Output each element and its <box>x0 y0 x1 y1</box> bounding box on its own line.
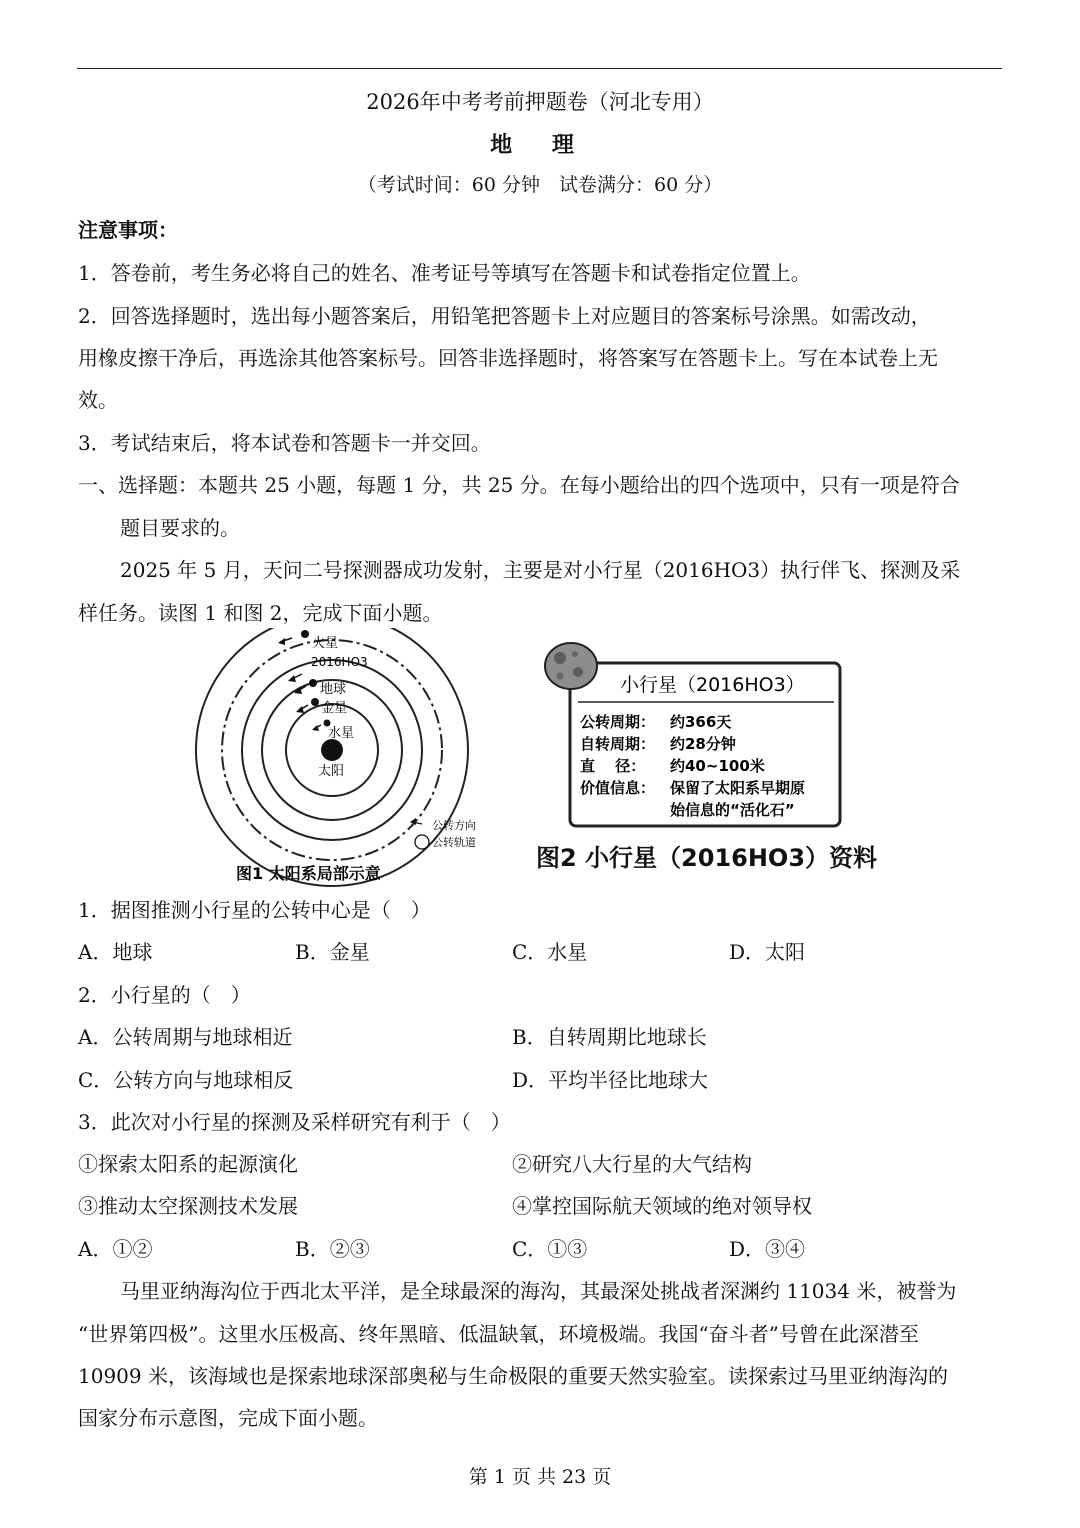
legend-orbit-icon <box>415 835 429 849</box>
exam-timing: （考试时间：60 分钟 试卷满分：60 分） <box>357 174 723 196</box>
figure1-caption: 图1 太阳系局部示意 <box>236 864 381 883</box>
q2-option-b: B．自转周期比地球长 <box>512 1025 707 1049</box>
q2-option-c: C．公转方向与地球相反 <box>78 1068 294 1092</box>
label-sun: 太阳 <box>318 764 345 779</box>
note-item: 效。 <box>78 388 118 412</box>
venus-dot <box>311 698 319 706</box>
info-key: 价值信息： <box>580 779 656 797</box>
question-2-stem: 2．小行星的（ ） <box>78 983 251 1007</box>
figure1-solar-system-diagram <box>190 628 510 890</box>
legend-direction: 公转方向 <box>432 819 476 832</box>
info-value: 约366天 <box>670 713 732 731</box>
q1-option-b: B．金星 <box>295 940 370 964</box>
question-1-stem: 1．据图推测小行星的公转中心是（ ） <box>78 898 431 922</box>
q3-option-c: C．①③ <box>512 1237 588 1261</box>
q3-statement-1: ①探索太阳系的起源演化 <box>78 1152 298 1176</box>
info-value: 约28分钟 <box>670 735 736 753</box>
exam-title: 2026年中考考前押题卷（河北专用） <box>366 90 714 114</box>
info-key: 直 径： <box>580 757 646 775</box>
passage-line: 样任务。读图 1 和图 2，完成下面小题。 <box>78 601 443 625</box>
info-key: 自转周期： <box>580 735 656 753</box>
info-value: 始信息的“活化石” <box>670 801 795 819</box>
earth-dot <box>309 679 317 687</box>
question-3-stem: 3．此次对小行星的探测及采样研究有利于（ ） <box>78 1110 511 1134</box>
label-asteroid: 2016HO3 <box>311 655 368 669</box>
q3-option-b: B．②③ <box>295 1237 370 1261</box>
header-rule <box>77 68 1002 69</box>
info-key: 公转周期： <box>580 713 656 731</box>
q1-option-c: C．水星 <box>512 940 588 964</box>
passage-line: 马里亚纳海沟位于西北太平洋，是全球最深的海沟，其最深处挑战者深渊约 11034 米，被誉为 <box>120 1279 957 1303</box>
q3-option-d: D．③④ <box>729 1237 806 1261</box>
figure2-asteroid-card <box>538 638 843 838</box>
note-item: 用橡皮擦干净后，再选涂其他答案标号。回答非选择题时，将答案写在答题卡上。写在本试卷上无 <box>78 346 938 370</box>
passage-line: 10909 米，该海域也是探索地球深部奥秘与生命极限的重要天然实验室。读探索过马里亚纳海沟的 <box>78 1364 948 1388</box>
passage-line: 2025 年 5 月，天问二号探测器成功发射，主要是对小行星（2016HO3）执行伴飞、探测及采 <box>120 558 961 582</box>
figure2-caption: 图2 小行星（2016HO3）资料 <box>536 844 878 872</box>
info-value: 约40~100米 <box>670 757 765 775</box>
section-heading: 一、选择题：本题共 25 小题，每题 1 分，共 25 分。在每小题给出的四个选项中，只有一项是符合 <box>78 473 960 497</box>
info-value: 保留了太阳系早期原 <box>670 779 806 797</box>
label-mercury: 水星 <box>328 726 355 741</box>
legend-orbit: 公转轨道 <box>432 836 476 849</box>
label-venus: 金星 <box>321 701 348 716</box>
note-item: 3．考试结束后，将本试卷和答题卡一并交回。 <box>78 431 491 455</box>
passage-line: “世界第四极”。这里水压极高、终年黑暗、低温缺氧，环境极端。我国“奋斗者”号曾在此深潜至 <box>78 1322 919 1346</box>
asteroid-arrowhead-icon <box>288 675 296 682</box>
q3-statement-4: ④掌控国际航天领域的绝对领导权 <box>512 1194 812 1218</box>
passage-line: 国家分布示意图，完成下面小题。 <box>78 1406 378 1430</box>
q3-option-a: A．①② <box>78 1237 153 1261</box>
q1-option-a: A．地球 <box>78 940 153 964</box>
note-item: 1．答卷前，考生务必将自己的姓名、准考证号等填写在答题卡和试卷指定位置上。 <box>78 261 811 285</box>
label-mars: 火星 <box>312 636 339 651</box>
info-card-title: 小行星（2016HO3） <box>620 674 805 696</box>
q2-option-a: A．公转周期与地球相近 <box>78 1025 293 1049</box>
notes-heading: 注意事项： <box>78 218 178 242</box>
venus-arrowhead-icon <box>296 706 304 713</box>
label-earth: 地球 <box>320 682 347 697</box>
sun-icon <box>321 739 343 761</box>
asteroid-icon <box>545 643 597 689</box>
section-heading-cont: 题目要求的。 <box>120 516 240 540</box>
q2-option-d: D．平均半径比地球大 <box>512 1068 709 1092</box>
q3-statement-2: ②研究八大行星的大气结构 <box>512 1152 752 1176</box>
q1-option-d: D．太阳 <box>729 940 806 964</box>
mars-dot <box>301 630 309 638</box>
mars-arrowhead-icon <box>278 638 285 645</box>
q3-statement-3: ③推动太空探测技术发展 <box>78 1194 298 1218</box>
subject-title: 地 理 <box>490 132 590 158</box>
note-item: 2．回答选择题时，选出每小题答案后，用铅笔把答题卡上对应题目的答案标号涂黑。如需改动， <box>78 304 931 328</box>
page-number: 第 1 页 共 23 页 <box>468 1466 612 1488</box>
